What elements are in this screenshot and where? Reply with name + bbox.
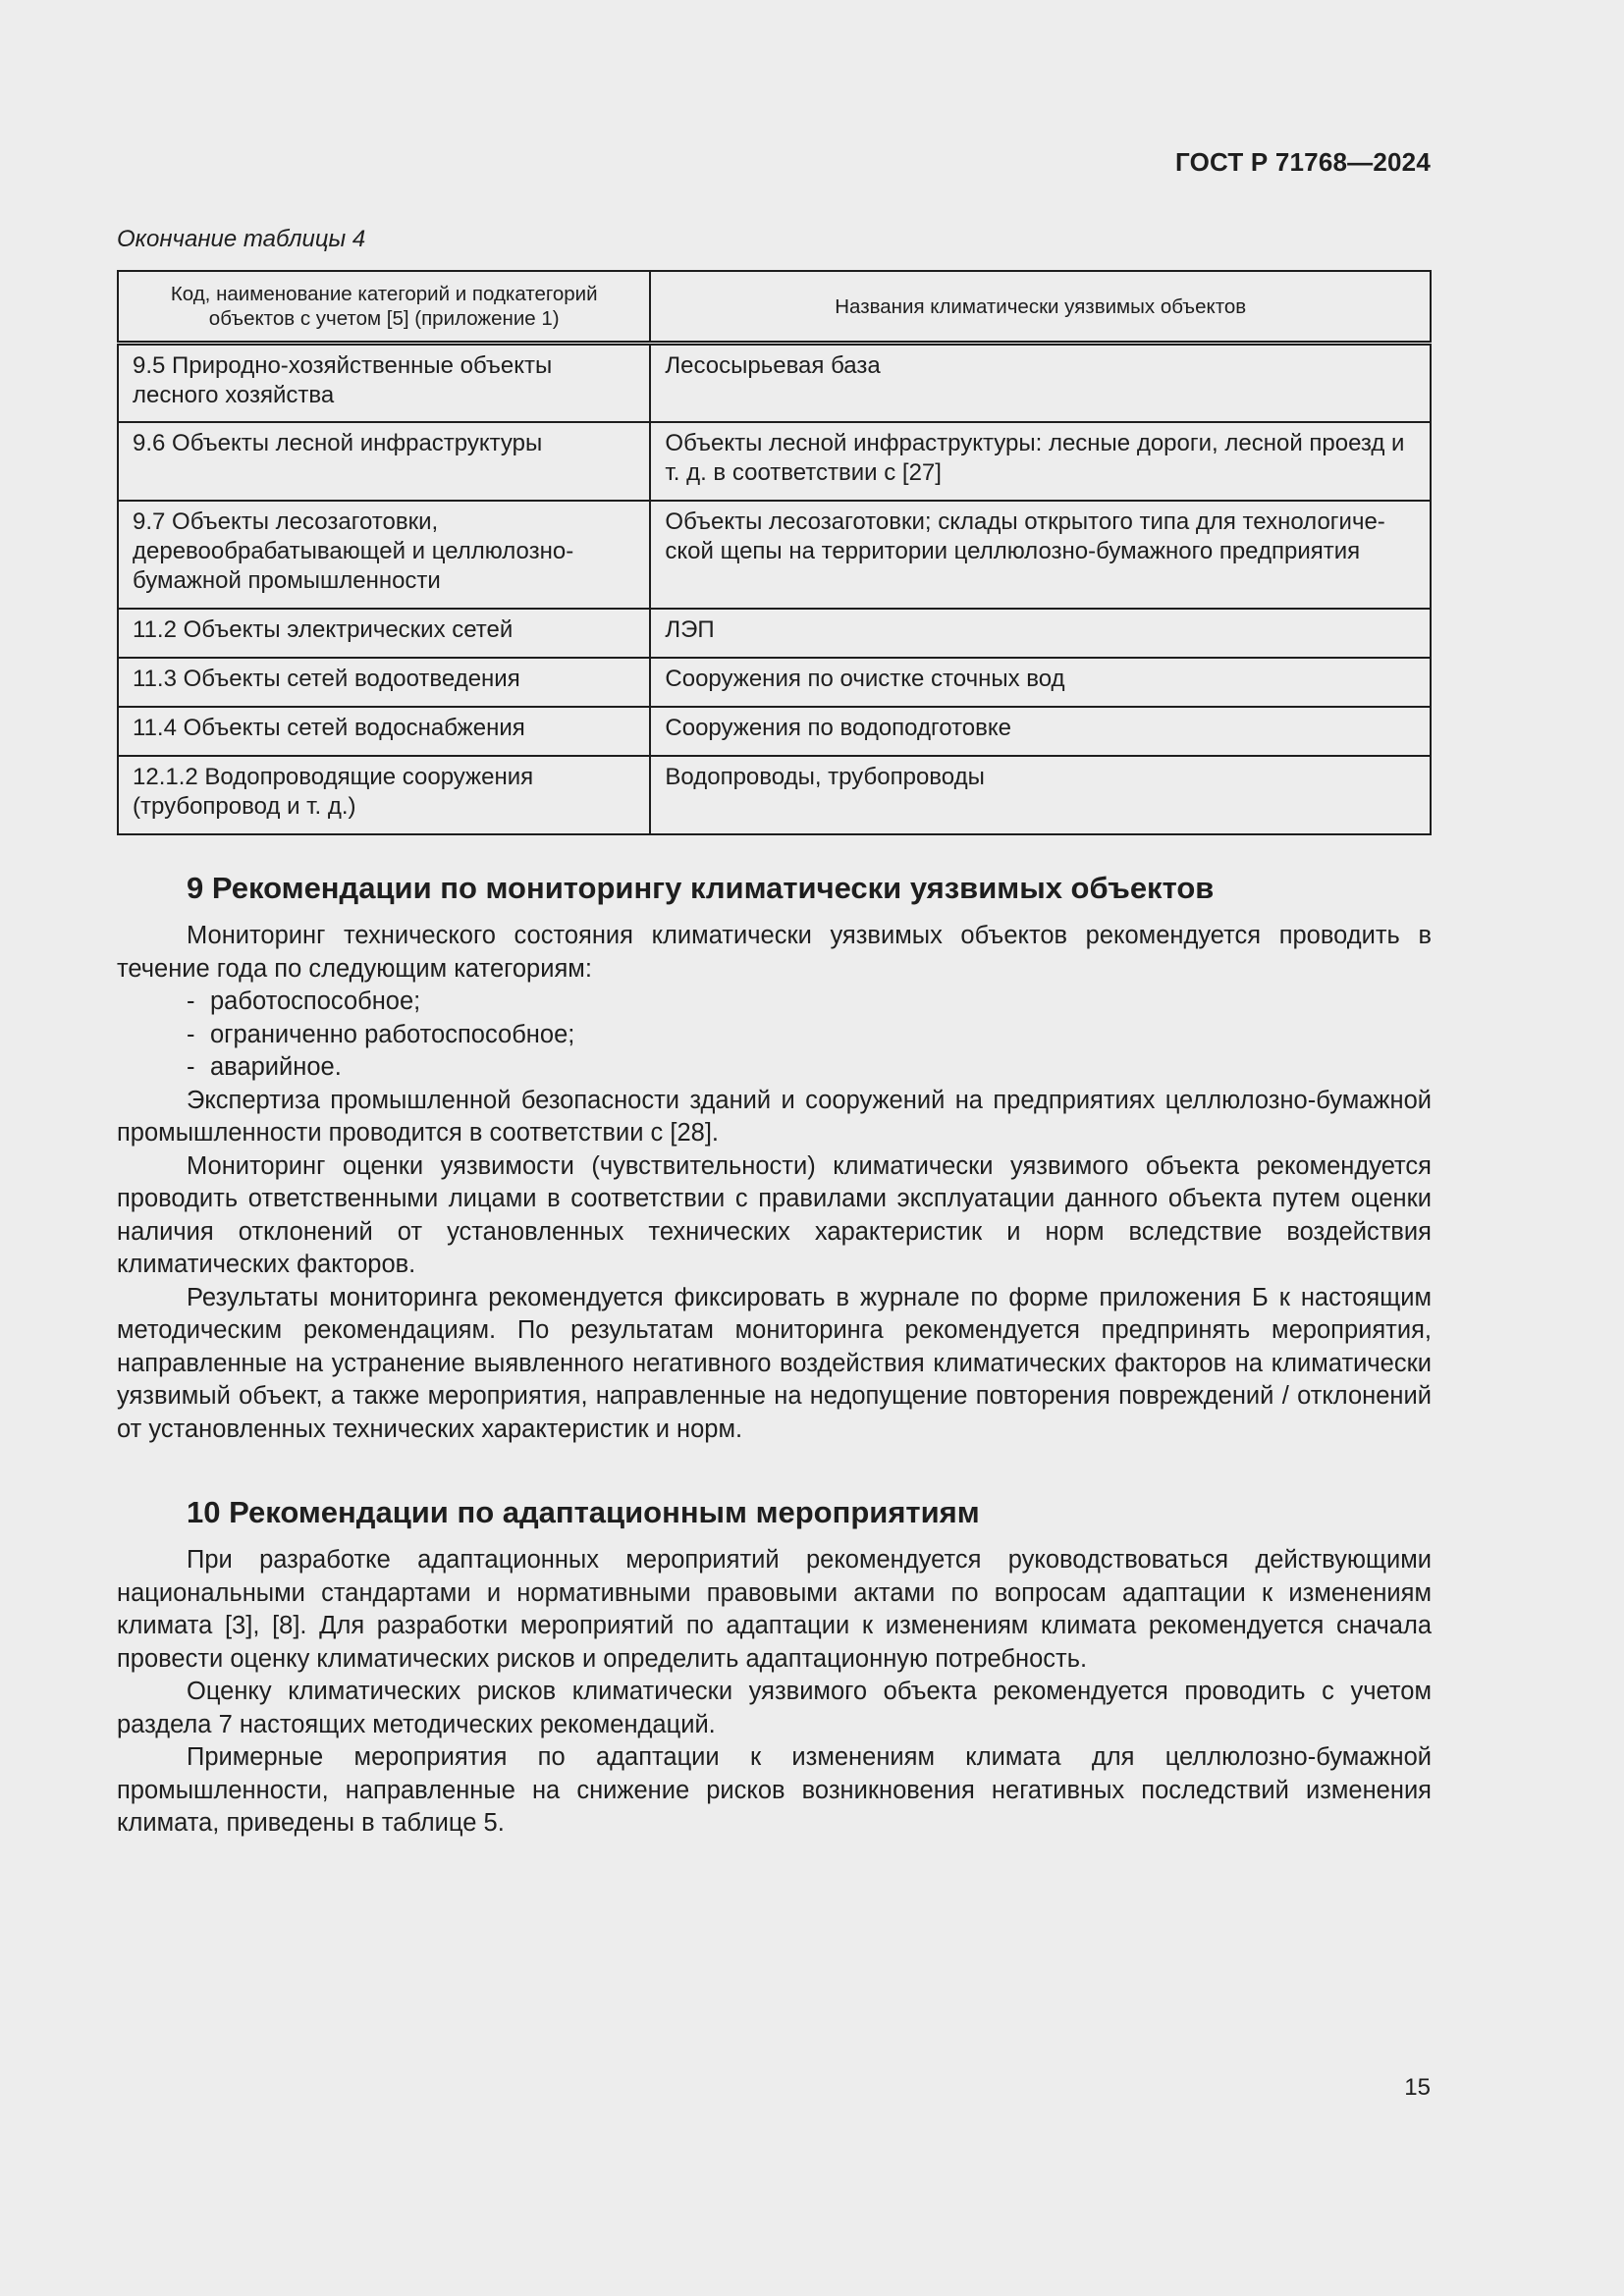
column-header-code: Код, наименование категорий и подкатегорий объектов с учетом [5] (приложение 1) <box>118 271 650 344</box>
table-cell-objects: Сооружения по водоподготовке <box>650 707 1431 756</box>
table-row <box>118 756 1431 834</box>
table-cell-code: 9.5 Природно-хозяйственные объекты лесного хозяйства <box>118 344 650 422</box>
table-cell-code: 12.1.2 Водопроводящие сооружения (трубопровод и т. д.) <box>118 756 650 834</box>
paragraph: Примерные мероприятия по адаптации к изменениям климата для целлюлозно-бумажной промышленности, направленные на снижение рисков возникновения негативных последствий изменения климата, приведены в таблице 5. <box>117 1743 1432 1837</box>
paragraph: Экспертиза промышленной безопасности зданий и сооружений на предприятиях целлюлозно-бумажной промышленности проводится в соответствии с [28]. <box>117 1086 1432 1147</box>
section-monitoring <box>117 869 1432 1446</box>
table-cell-objects: Объекты лесной инфраструктуры: лесные дороги, лесной проезд и т. д. в соответствии с [27] <box>650 422 1431 501</box>
table-cell-code: 11.3 Объекты сетей водоотведения <box>118 658 650 707</box>
paragraph: Мониторинг оценки уязвимости (чувствительности) климатически уязвимого объекта рекомендуется проводить ответственными лицами в соответствии с правилами эксплуатации данного объекта путем оценки наличия отклонений от установленных технических характеристик и норм вследствие воздействия климатических факторов. <box>117 1151 1432 1278</box>
table-row <box>118 658 1431 707</box>
page-number: 15 <box>1404 2074 1431 2101</box>
column-header-objects: Названия климатически уязвимых объектов <box>650 271 1431 344</box>
table-cell-objects: Лесосырьевая база <box>650 344 1431 422</box>
table-cell-objects: ЛЭП <box>650 609 1431 658</box>
section-heading: 9 Рекомендации по мониторингу климатически уязвимых объектов <box>187 871 1215 905</box>
table-cell-code: 9.7 Объекты лесозаготовки, деревообрабатывающей и целлюлозно-бумажной промышленности <box>118 501 650 609</box>
section-adaptation <box>117 1493 1432 1841</box>
category-list <box>117 986 1432 1085</box>
table-row <box>118 707 1431 756</box>
paragraph: При разработке адаптационных мероприятий рекомендуется руководствоваться действующими национальными стандартами и нормативными правовыми актами по вопросам адаптации к изменениям климата [3], [8]. Для разработки мероприятий по адаптации к изменениям климата рекомендуется сначала провести оценку климатических рисков и определить адаптационную потребность. <box>117 1546 1432 1673</box>
table-cell-code: 11.2 Объекты электрических сетей <box>118 609 650 658</box>
paragraph: Оценку климатических рисков климатически уязвимого объекта рекомендуется проводить с учетом раздела 7 настоящих методических рекомендаций. <box>117 1678 1432 1738</box>
table-cell-objects: Объекты лесозаготовки; склады открытого типа для технологиче-ской щепы на территории целлюлозно-бумажного предприятия <box>650 501 1431 609</box>
table-header-row <box>118 271 1431 344</box>
table-cell-objects: Сооружения по очистке сточных вод <box>650 658 1431 707</box>
table-row <box>118 422 1431 501</box>
table-row <box>118 344 1431 422</box>
table-cell-code: 9.6 Объекты лесной инфраструктуры <box>118 422 650 501</box>
section-heading: 10 Рекомендации по адаптационным мероприятиям <box>187 1495 980 1529</box>
list-item: - аварийное. <box>187 1053 342 1081</box>
table-cell-objects: Водопроводы, трубопроводы <box>650 756 1431 834</box>
list-item: - ограниченно работоспособное; <box>187 1020 575 1048</box>
paragraph: Результаты мониторинга рекомендуется фиксировать в журнале по форме приложения Б к настоящим методическим рекомендациям. По результатам мониторинга рекомендуется предпринять мероприятия, направленные на устранение выявленного негативного воздействия климатических факторов на климатически уязвимый объект, а также мероприятия, направленные на недопущение повторения повреждений / отклонений от установленных технических характеристик и норм. <box>117 1283 1432 1443</box>
table-row <box>118 609 1431 658</box>
table-row <box>118 501 1431 609</box>
document-id-header: ГОСТ Р 71768—2024 <box>1175 147 1431 177</box>
objects-table <box>117 270 1432 835</box>
paragraph: Мониторинг технического состояния климатически уязвимых объектов рекомендуется проводить в течение года по следующим категориям: <box>117 922 1432 983</box>
table-cell-code: 11.4 Объекты сетей водоснабжения <box>118 707 650 756</box>
table-caption: Окончание таблицы 4 <box>117 226 366 252</box>
list-item: - работоспособное; <box>187 988 421 1015</box>
